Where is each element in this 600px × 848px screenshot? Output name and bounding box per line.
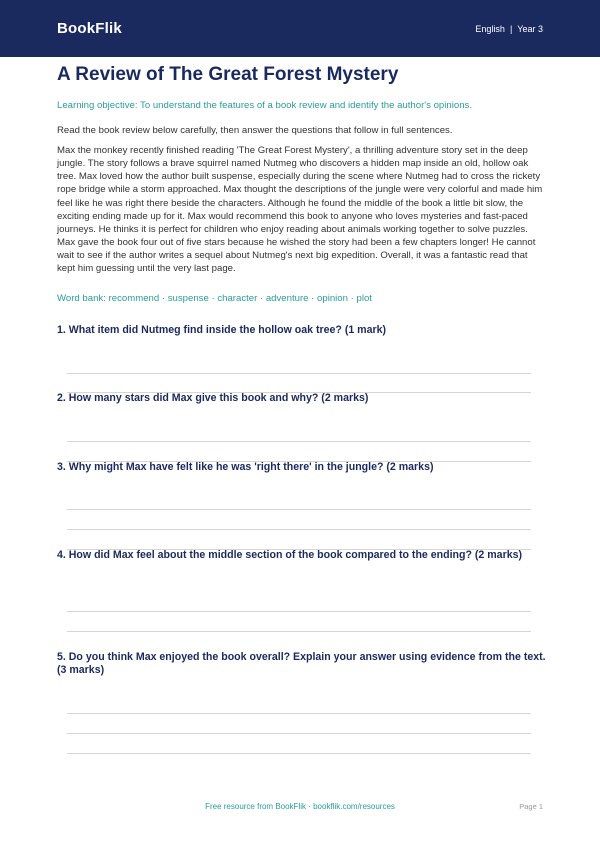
instructions: Read the book review below carefully, then answer the questions that follow in full sentences. (57, 125, 453, 136)
question-3: 3. Why might Max have felt like he was 'right there' in the jungle? (2 marks) (57, 461, 434, 473)
answer-line[interactable] (67, 373, 531, 374)
answer-line[interactable] (67, 509, 531, 510)
footer-resource-link[interactable]: Free resource from BookFlik · bookflik.com/resources (205, 802, 395, 811)
separator: | (509, 23, 513, 34)
answer-line[interactable] (67, 631, 531, 632)
subject-year-label (475, 24, 543, 34)
page-header (0, 0, 600, 57)
answer-line[interactable] (67, 753, 531, 754)
page-number: Page 1 (519, 802, 543, 811)
word-bank: Word bank: recommend · suspense · character · adventure · opinion · plot (57, 293, 372, 304)
question-5: 5. Do you think Max enjoyed the book overall? Explain your answer using evidence from the text. (3 marks) (57, 651, 546, 676)
answer-line[interactable] (67, 529, 531, 530)
question-1: 1. What item did Nutmeg find inside the hollow oak tree? (1 mark) (57, 324, 387, 336)
year-label: Year 3 (517, 23, 543, 34)
learning-objective: Learning objective: To understand the features of a book review and identify the author's opinions. (57, 100, 472, 111)
question-2: 2. How many stars did Max give this book and why? (2 marks) (57, 392, 369, 404)
brand-logo: BookFlik (57, 20, 122, 37)
answer-line[interactable] (67, 713, 531, 714)
worksheet-title: A Review of The Great Forest Mystery (57, 64, 399, 85)
answer-line[interactable] (67, 733, 531, 734)
review-passage: Max the monkey recently finished reading 'The Great Forest Mystery', a thrilling adventure story set in the deep jungle. The story follows a brave squirrel named Nutmeg who discovers a hidden map inside an old, hollow oak tree. Max loved how the author built suspense, especially during the scene where Nutmeg had to cross the rickety rope bridge while a storm approached. Max thought the descriptions of the jungle were very colorful and made him feel like he was right there beside the characters. Although he found the middle of the book a little bit slow, the exciting ending made up for it. Max would recommend this book to anyone who loves mysteries and fast-paced journeys. He thinks it is perfect for children who enjoy reading about animals working together to solve puzzles. Max gave the book four out of five stars because he wished the story had been a few chapters longer! He cannot wait to see if the author writes a sequel about Nutmeg's next big expedition. Overall, it was a fantastic read that kept him guessing until the very last page. (57, 145, 543, 275)
subject-label: English (475, 23, 505, 34)
answer-line[interactable] (67, 611, 531, 612)
question-4: 4. How did Max feel about the middle section of the book compared to the ending? (2 marks) (57, 549, 523, 561)
answer-line[interactable] (67, 441, 531, 442)
